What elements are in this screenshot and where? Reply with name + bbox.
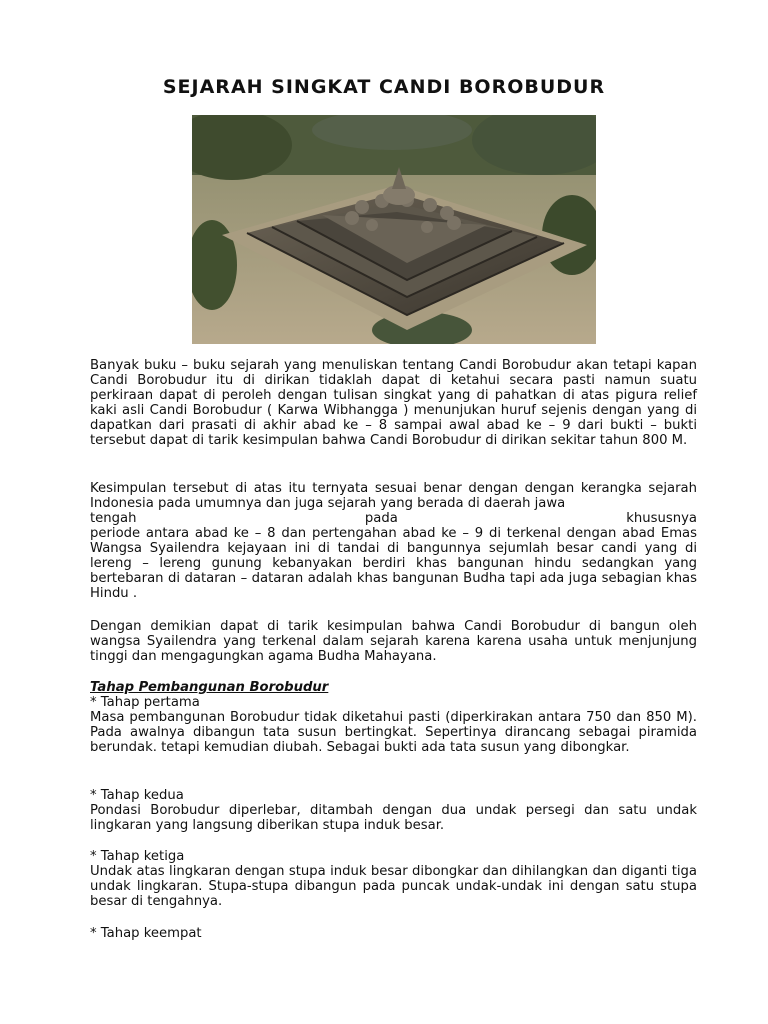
paragraph-conclusion (90, 481, 697, 601)
stage-label: * Tahap kedua (90, 788, 184, 803)
stage-label: * Tahap ketiga (90, 849, 185, 864)
stage-label: * Tahap keempat (90, 926, 202, 941)
paragraph-dating: Banyak buku – buku sejarah yang menuliskan tentang Candi Borobudur akan tetapi kapan Candi Borobudur itu di dirikan tidaklah dapat di ketahui secara pasti namun suatu perkiraan dapat di peroleh dengan tulisan singkat yang di pahatkan di atas pigura relief kaki asli Candi Borobudur ( Karwa Wibhangga ) menunjukan huruf sejenis dengan yang di dapatkan dari prasati di akhir abad ke – 8 sampai awal abad ke – 9 dari bukti – bukti tersebut dapat di tarik kesimpulan bahwa Candi Borobudur di dirikan sekitar tahun 800 M. (90, 358, 697, 448)
stage-text: Pondasi Borobudur diperlebar, ditambah dengan dua undak persegi dan satu undak lingkaran yang langsung diberikan stupa induk besar. (90, 803, 697, 833)
stage-two-block (90, 788, 697, 833)
stage-four-block (90, 926, 697, 941)
stage-one-block (90, 680, 697, 755)
justified-spread-line (90, 511, 697, 526)
stage-three-block (90, 849, 697, 909)
paragraph-conclusion-line2: periode antara abad ke – 8 dan pertengahan abad ke – 9 di terkenal dengan abad Emas Wangsa Syailendra kejayaan ini di tandai di bangunnya sejumlah besar candi yang di lereng – lereng gunung kebanyakan berdiri khas bangunan hindu sedangkan yang bertebaran di dataran – dataran adalah khas bangunan Budha tapi ada juga sebagian khas Hindu . (90, 526, 697, 601)
stage-text: Masa pembangunan Borobudur tidak diketahui pasti (diperkirakan antara 750 dan 850 M). Pada awalnya dibangun tata susun bertingkat. Sepertinya dirancang sebagai piramida berundak. tetapi kemudian diubah. Sebagai bukti ada tata susun yang dibongkar. (90, 710, 697, 755)
paragraph-conclusion-line1: Kesimpulan tersebut di atas itu ternyata sesuai benar dengan dengan kerangka sejarah Indonesia pada umumnya dan juga sejarah yang berada di daerah jawa (90, 481, 697, 511)
section-heading: Tahap Pembangunan Borobudur (90, 680, 329, 695)
borobudur-photo (192, 115, 596, 344)
paragraph-syailendra: Dengan demikian dapat di tarik kesimpulan bahwa Candi Borobudur di bangun oleh wangsa Syailendra yang terkenal dalam sejarah karena karena usaha untuk menjunjung tinggi dan mengagungkan agama Budha Mahayana. (90, 619, 697, 664)
stage-text: Undak atas lingkaran dengan stupa induk besar dibongkar dan dihilangkan dan diganti tiga undak lingkaran. Stupa-stupa dibangun pada puncak undak-undak ini dengan satu stupa besar di tengahnya. (90, 864, 697, 909)
document-title: SEJARAH SINGKAT CANDI BOROBUDUR (162, 76, 606, 98)
spread-word: khususnya (626, 511, 697, 526)
spread-word: tengah (90, 511, 137, 526)
spread-word: pada (364, 511, 398, 526)
stage-label: * Tahap pertama (90, 695, 200, 710)
